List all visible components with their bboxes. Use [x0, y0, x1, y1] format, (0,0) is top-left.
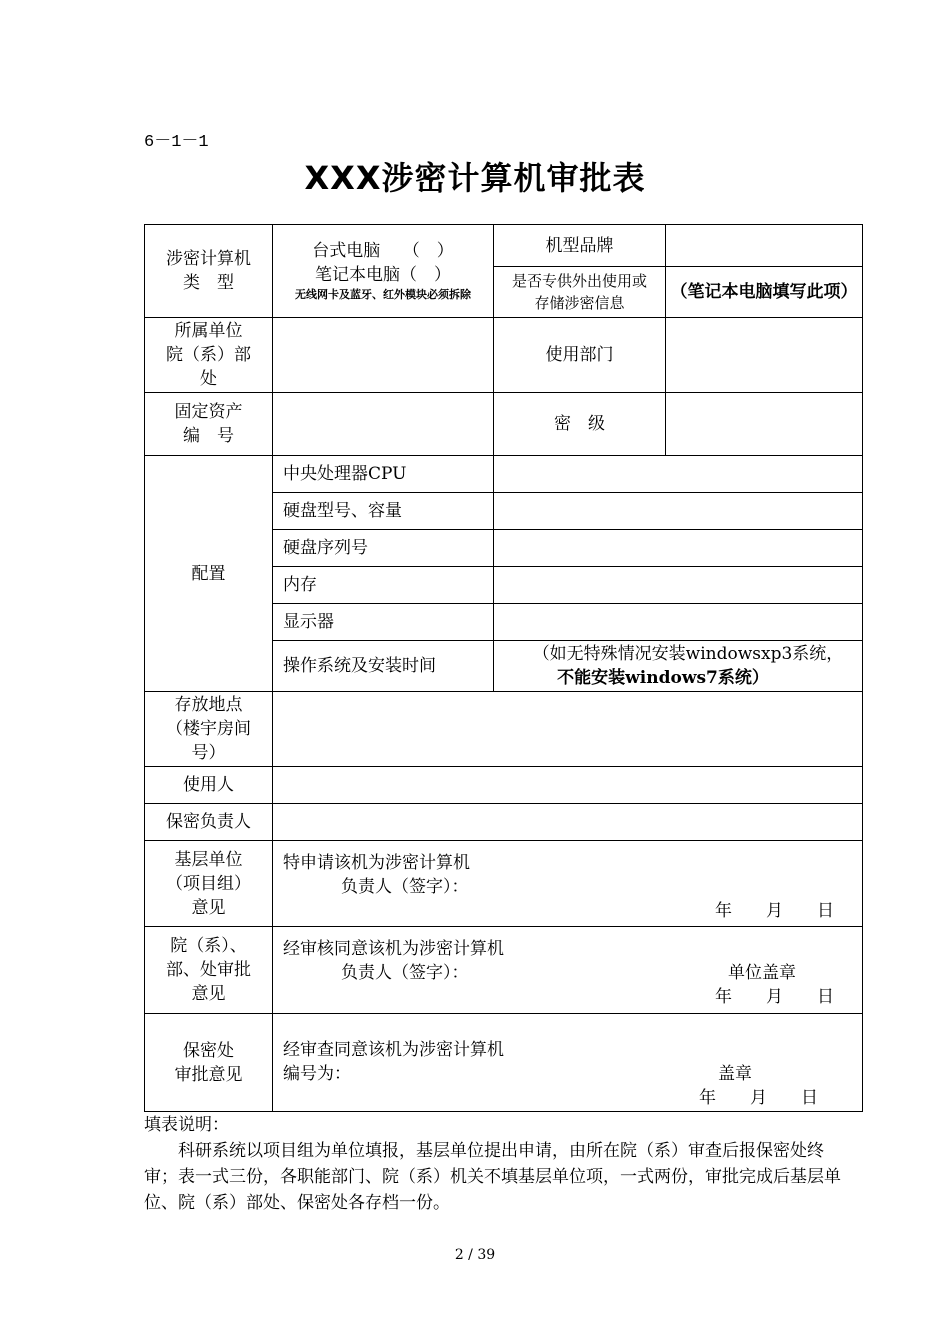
secret-level-field[interactable] [666, 393, 863, 456]
memory-field[interactable] [494, 567, 863, 604]
computer-type-options [273, 225, 494, 318]
security-officer-field[interactable] [273, 804, 863, 841]
security-office-opinion-field[interactable] [273, 1014, 863, 1112]
assigned-number-label: 编号为： [283, 1064, 351, 1084]
hdd-model-field[interactable] [494, 493, 863, 530]
department-field[interactable] [666, 318, 863, 393]
cpu-label: 中央处理器CPU [273, 456, 494, 493]
form-code: 6－1－1 [144, 133, 209, 152]
base-unit-opinion-label: 基层单位 （项目组） 意见 [145, 841, 273, 927]
user-label: 使用人 [145, 767, 273, 804]
asset-number-field[interactable] [273, 393, 494, 456]
desktop-option[interactable]: 台式电脑 （ ） [312, 241, 454, 261]
department-signature: 负责人（签字）： [341, 963, 469, 983]
config-label: 配置 [145, 456, 273, 692]
base-unit-signature: 负责人（签字）： [341, 877, 469, 897]
department-label: 使用部门 [494, 318, 666, 393]
user-field[interactable] [273, 767, 863, 804]
department-opinion-label: 院（系）、 部、处审批 意见 [145, 927, 273, 1014]
cpu-field[interactable] [494, 456, 863, 493]
external-use-label: 是否专供外出使用或 存储涉密信息 [494, 267, 666, 318]
security-office-statement: 经审查同意该机为涉密计算机 [283, 1040, 504, 1060]
approval-form-table [144, 224, 863, 1112]
security-officer-label: 保密负责人 [145, 804, 273, 841]
monitor-label: 显示器 [273, 604, 494, 641]
secret-level-label: 密 级 [494, 393, 666, 456]
page-title: XXX涉密计算机审批表 [304, 159, 646, 197]
asset-number-label: 固定资产 编 号 [145, 393, 273, 456]
memory-label: 内存 [273, 567, 494, 604]
instructions [144, 1112, 844, 1216]
instructions-heading: 填表说明： [144, 1115, 229, 1135]
wireless-note: 无线网卡及蓝牙、红外模块必须拆除 [295, 288, 471, 301]
instructions-body: 科研系统以项目组为单位填报，基层单位提出申请，由所在院（系）审查后报保密处终审；表一式三份，各职能部门、院（系）机关不填基层单位项，一式两份，审批完成后基层单位、院（系）部处、保密处各存档一份。 [144, 1141, 841, 1213]
computer-type-label: 涉密计算机 类 型 [145, 225, 273, 318]
brand-label: 机型品牌 [494, 225, 666, 267]
department-date: 年 月 日 [715, 987, 834, 1007]
brand-field[interactable] [666, 225, 863, 267]
laptop-option[interactable]: 笔记本电脑（ ） [315, 265, 451, 285]
base-unit-statement: 特申请该机为涉密计算机 [283, 853, 470, 873]
page-number: 2 / 39 [454, 1247, 496, 1263]
security-office-seal: 盖章 [718, 1064, 752, 1084]
unit-label: 所属单位 院（系）部 处 [145, 318, 273, 393]
os-note-line-2: 不能安装windows7系统） [557, 668, 769, 688]
department-statement: 经审核同意该机为涉密计算机 [283, 939, 504, 959]
os-field[interactable] [494, 641, 863, 692]
base-unit-date: 年 月 日 [715, 901, 834, 921]
department-seal: 单位盖章 [728, 963, 796, 983]
security-office-opinion-label: 保密处 审批意见 [145, 1014, 273, 1112]
external-use-field[interactable]: （笔记本电脑填写此项） [666, 267, 863, 318]
location-label: 存放地点 （楼宇房间 号） [145, 692, 273, 767]
location-field[interactable] [273, 692, 863, 767]
security-office-date: 年 月 日 [699, 1088, 818, 1108]
monitor-field[interactable] [494, 604, 863, 641]
os-label: 操作系统及安装时间 [273, 641, 494, 692]
unit-field[interactable] [273, 318, 494, 393]
hdd-serial-label: 硬盘序列号 [273, 530, 494, 567]
department-opinion-field[interactable] [273, 927, 863, 1014]
os-note-line-1: （如无特殊情况安装windowsxp3系统， [532, 644, 844, 664]
hdd-model-label: 硬盘型号、容量 [273, 493, 494, 530]
base-unit-opinion-field[interactable] [273, 841, 863, 927]
hdd-serial-field[interactable] [494, 530, 863, 567]
